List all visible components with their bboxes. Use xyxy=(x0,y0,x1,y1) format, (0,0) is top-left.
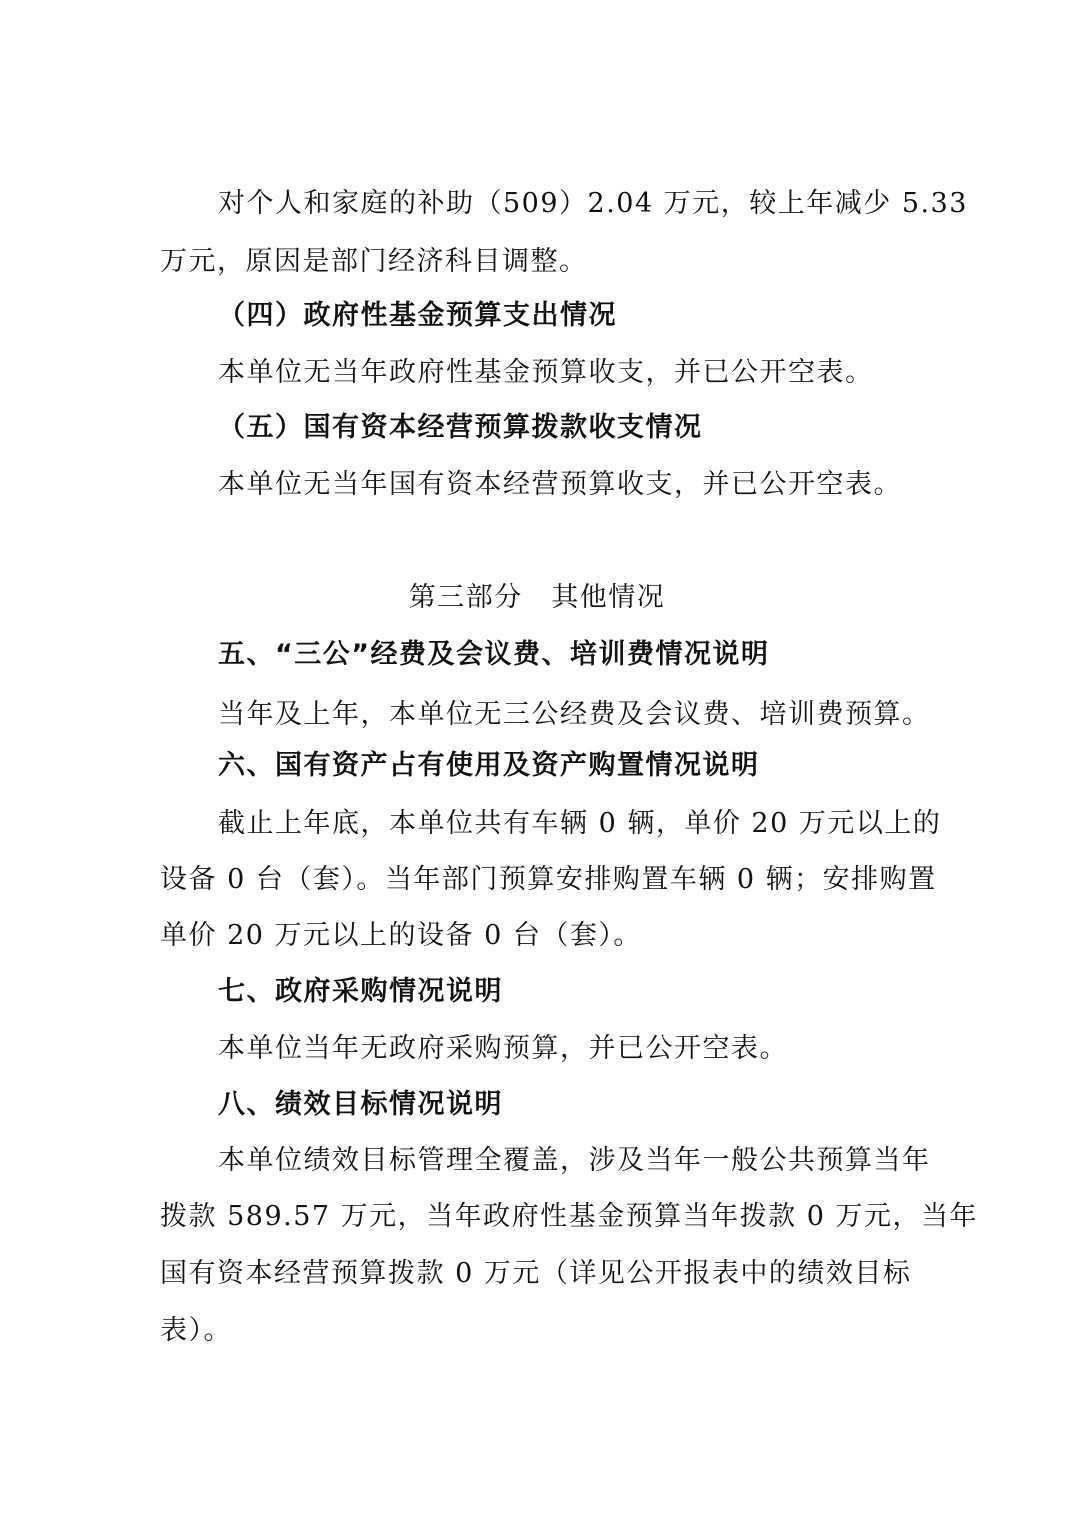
paragraph-government-fund: 本单位无当年政府性基金预算收支，并已公开空表。 xyxy=(218,357,874,388)
paragraph-section6-line3: 单价 20 万元以上的设备 0 台（套）。 xyxy=(160,920,642,951)
paragraph-section8-line1: 本单位绩效目标管理全覆盖，涉及当年一般公共预算当年 xyxy=(218,1145,931,1176)
paragraph-section8-line3: 国有资本经营预算拨款 0 万元（详见公开报表中的绩效目标 xyxy=(160,1258,912,1289)
heading-section5: 五、“三公”经费及会议费、培训费情况说明 xyxy=(218,639,770,670)
part-title: 第三部分 其他情况 xyxy=(408,582,666,613)
paragraph-section6-line2: 设备 0 台（套）。当年部门预算安排购置车辆 0 辆；安排购置 xyxy=(160,864,937,895)
heading-section6: 六、国有资产占有使用及资产购置情况说明 xyxy=(218,750,760,781)
heading-government-fund: （四）政府性基金预算支出情况 xyxy=(218,300,617,331)
heading-section7: 七、政府采购情况说明 xyxy=(218,976,503,1007)
paragraph-subsidy-line1: 对个人和家庭的补助（509）2.04 万元，较上年减少 5.33 xyxy=(218,188,968,219)
paragraph-section8-line4: 表）。 xyxy=(160,1315,232,1346)
paragraph-section6-line1: 截止上年底，本单位共有车辆 0 辆，单价 20 万元以上的 xyxy=(218,808,942,839)
paragraph-section7: 本单位当年无政府采购预算，并已公开空表。 xyxy=(218,1033,788,1064)
paragraph-section8-line2: 拨款 589.57 万元，当年政府性基金预算当年拨款 0 万元，当年 xyxy=(160,1201,978,1232)
heading-state-capital: （五）国有资本经营预算拨款收支情况 xyxy=(218,412,703,443)
paragraph-state-capital: 本单位无当年国有资本经营预算收支，并已公开空表。 xyxy=(218,469,902,500)
heading-section8: 八、绩效目标情况说明 xyxy=(218,1089,503,1120)
paragraph-section5: 当年及上年，本单位无三公经费及会议费、培训费预算。 xyxy=(218,699,931,730)
paragraph-subsidy-line2: 万元，原因是部门经济科目调整。 xyxy=(160,246,588,277)
